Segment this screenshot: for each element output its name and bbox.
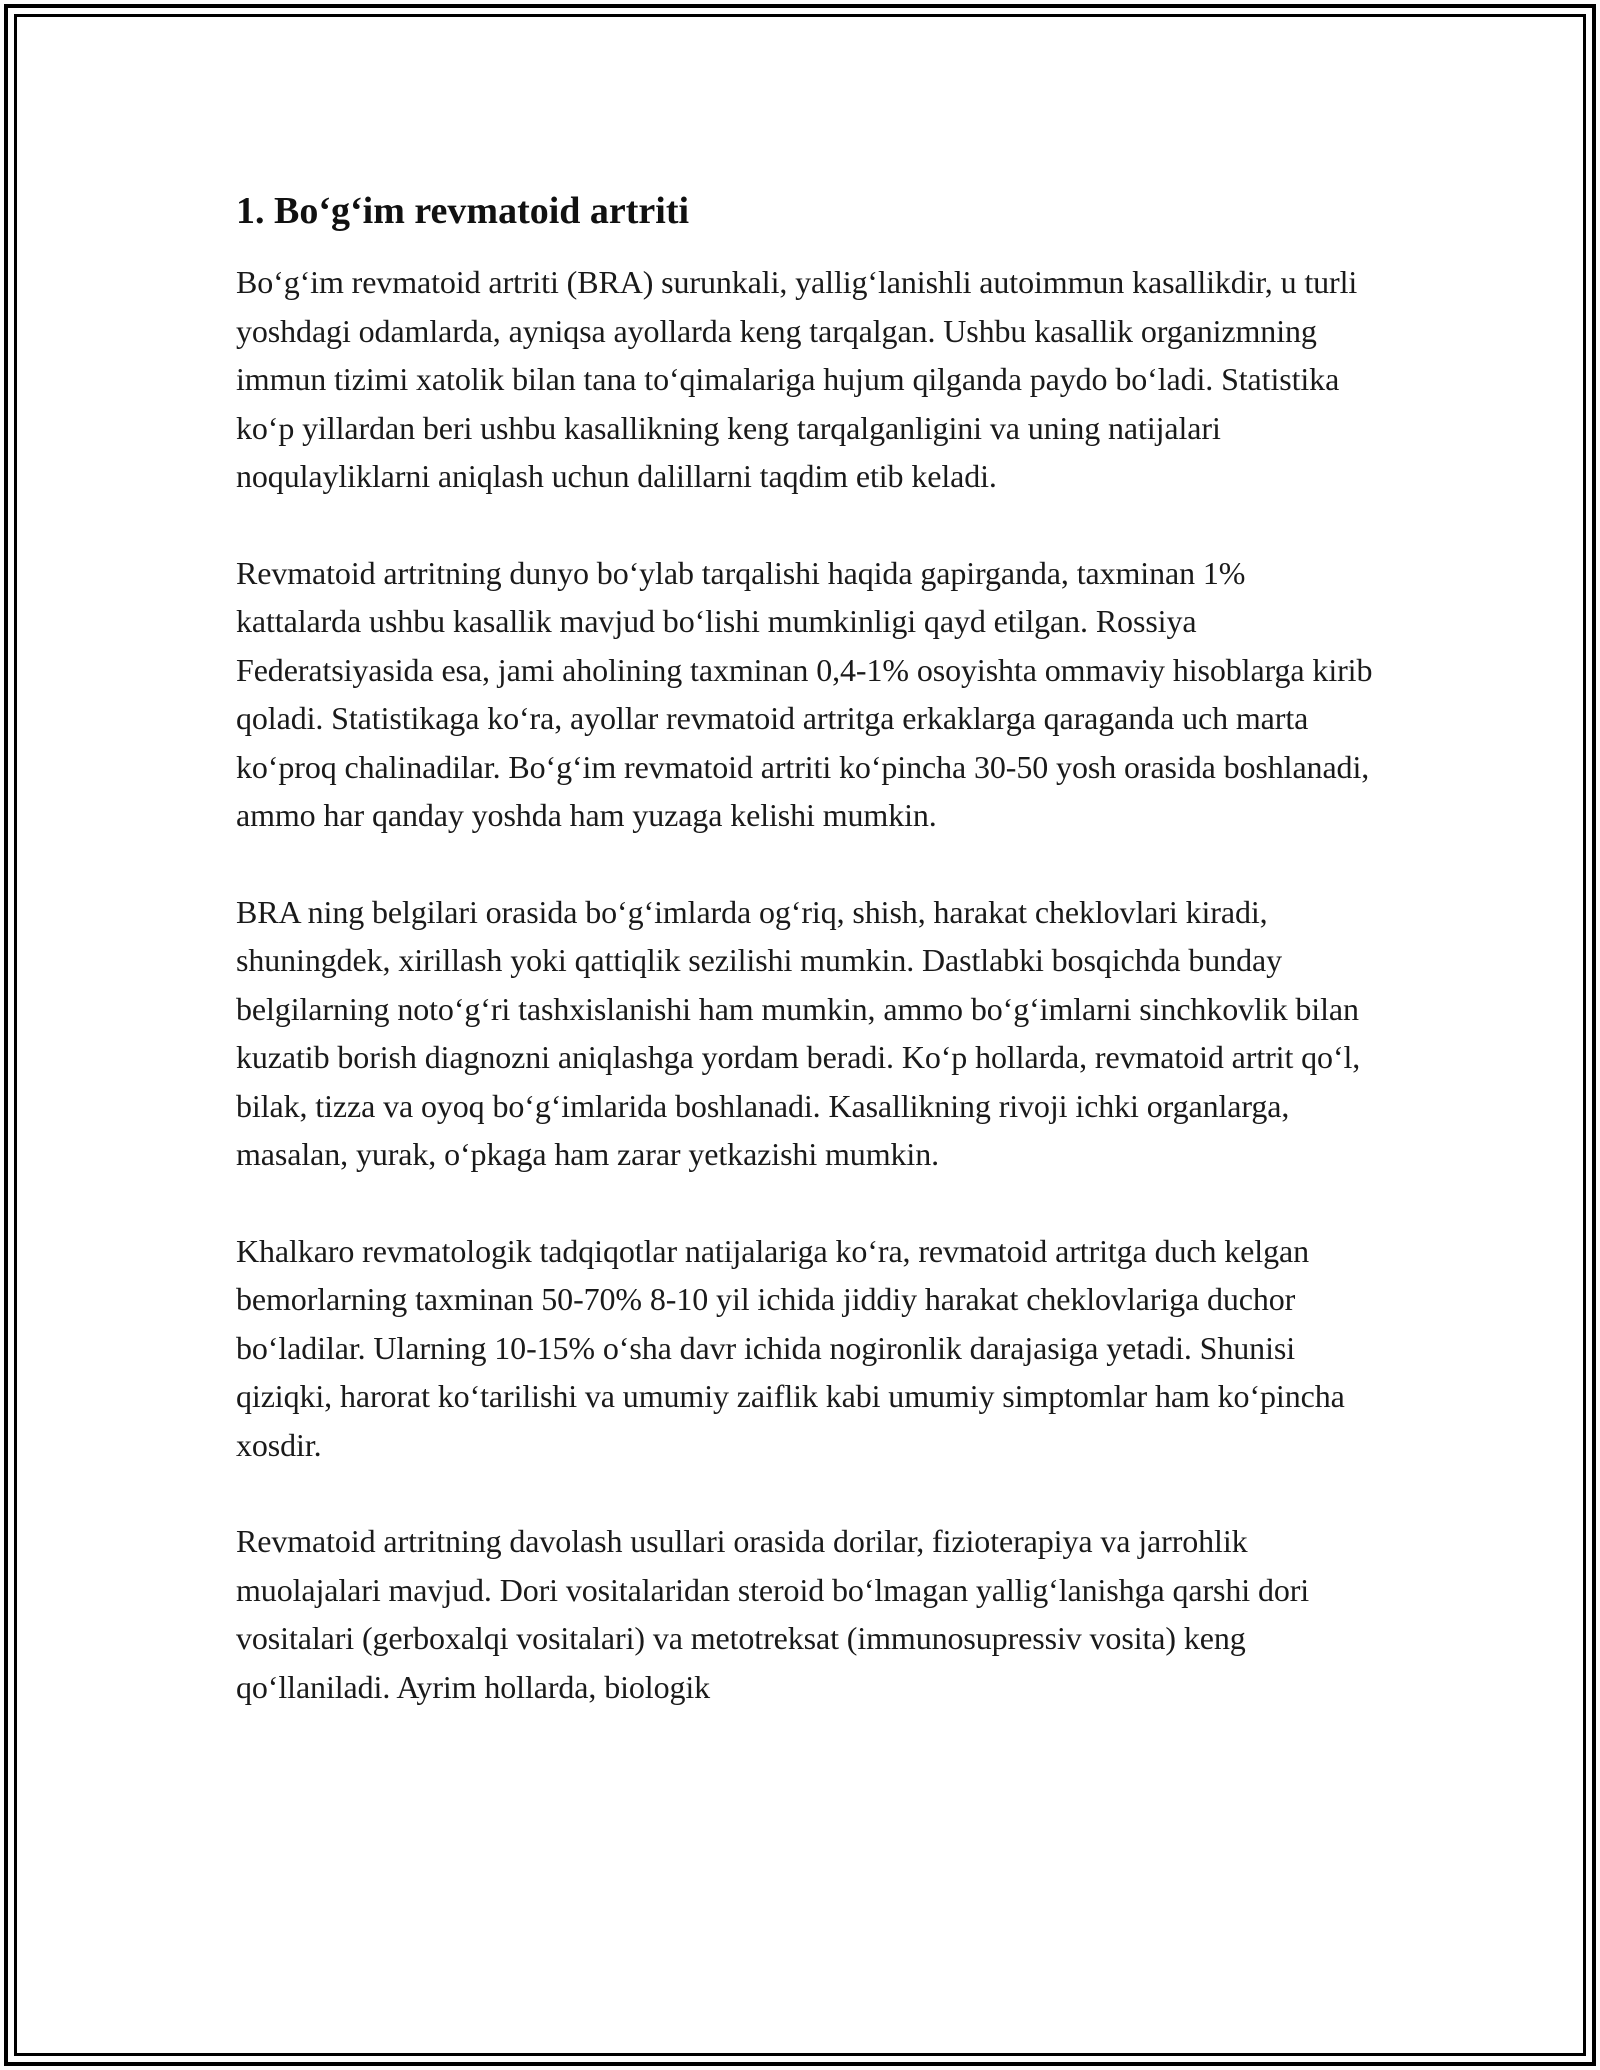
document-body <box>236 186 1376 1759</box>
paragraph-outcomes: Khalkaro revmatologik tadqiqotlar natijalariga ko‘ra, revmatoid artritga duch kelgan bemorlarning taxminan 50-70% 8-10 yil ichida jiddiy harakat cheklovlariga duchor bo‘ladilar. Ularning 10-15% o‘sha davr ichida nogironlik darajasiga yetadi. Shunisi qiziqki, harorat ko‘tarilishi va umumiy zaiflik kabi umumiy simptomlar ham ko‘pincha xosdir. <box>236 1232 1345 1463</box>
paragraph-prevalence: Revmatoid artritning dunyo bo‘ylab tarqalishi haqida gapirganda, taxminan 1% kattalarda ushbu kasallik mavjud bo‘lishi mumkinligi qayd etilgan. Rossiya Federatsiyasida esa, jami aholining taxminan 0,4-1% osoyishta ommaviy hisoblarga kirib qoladi. Statistikaga ko‘ra, ayollar revmatoid artritga erkaklarga qaraganda uch marta ko‘proq chalinadilar. Bo‘g‘im revmatoid artriti ko‘pincha 30-50 yosh orasida boshlanadi, ammo har qanday yoshda ham yuzaga kelishi mumkin. <box>236 554 1373 833</box>
paragraph-treatment: Revmatoid artritning davolash usullari orasida dorilar, fizioterapiya va jarrohlik muolajalari mavjud. Dori vositalaridan steroid bo‘lmagan yallig‘lanishga qarshi dori vositalari (gerboxalqi vositalari) va metotreksat (immunosupressiv vosita) keng qo‘llaniladi. Ayrim hollarda, biologik <box>236 1523 1310 1705</box>
section-heading: 1. Bo‘g‘im revmatoid artriti <box>236 190 690 232</box>
paragraph-symptoms: BRA ning belgilari orasida bo‘g‘imlarda og‘riq, shish, harakat cheklovlari kiradi, shuningdek, xirillash yoki qattiqlik sezilishi mumkin. Dastlabki bosqichda bunday belgilarning noto‘g‘ri tashxislanishi ham mumkin, ammo bo‘g‘imlarni sinchkovlik bilan kuzatib borish diagnozni aniqlashga yordam beradi. Ko‘p hollarda, revmatoid artrit qo‘l, bilak, tizza va oyoq bo‘g‘imlarida boshlanadi. Kasallikning rivoji ichki organlarga, masalan, yurak, o‘pkaga ham zarar yetkazishi mumkin. <box>236 893 1361 1172</box>
paragraph-intro: Bo‘g‘im revmatoid artriti (BRA) surunkali, yallig‘lanishli autoimmun kasallikdir, u turli yoshdagi odamlarda, ayniqsa ayollarda keng tarqalgan. Ushbu kasallik organizmning immun tizimi xatolik bilan tana to‘qimalariga hujum qilganda paydo bo‘ladi. Statistika ko‘p yillardan beri ushbu kasallikning keng tarqalganligini va uning natijalari noqulayliklarni aniqlash uchun dalillarni taqdim etib keladi. <box>236 264 1358 494</box>
